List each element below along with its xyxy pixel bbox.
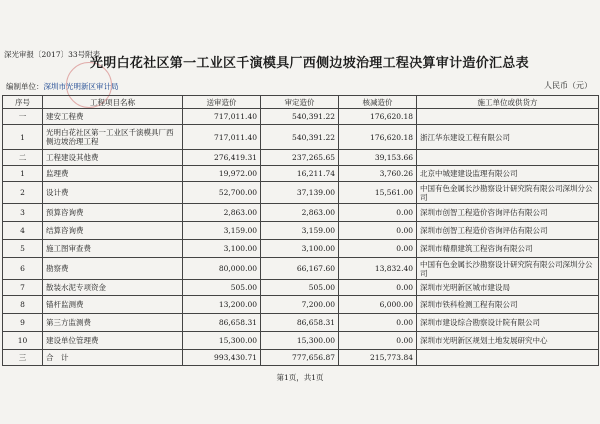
table-row xyxy=(3,222,599,240)
cell-audited: 2,863.00 xyxy=(261,204,339,222)
currency-note: 人民币（元） xyxy=(544,81,592,90)
table-row xyxy=(3,125,599,150)
table-header-row xyxy=(3,96,599,109)
table-row xyxy=(3,258,599,280)
cell-unit: 深圳市铁科检测工程有限公司 xyxy=(417,296,599,314)
cell-submitted: 3,100.00 xyxy=(183,240,261,258)
cell-seq: 9 xyxy=(3,314,43,332)
table-row xyxy=(3,166,599,182)
cell-seq: 三 xyxy=(3,350,43,366)
cell-audited: 3,159.00 xyxy=(261,222,339,240)
cell-submitted: 52,700.00 xyxy=(183,182,261,204)
cell-audited: 540,391.22 xyxy=(261,109,339,125)
document-title: 光明白花社区第一工业区千演模具厂西侧边坡治理工程决算审计造价汇总表 xyxy=(90,56,529,71)
table-row xyxy=(3,150,599,166)
table-row xyxy=(3,314,599,332)
cell-name: 设计费 xyxy=(43,182,183,204)
cell-submitted: 19,972.00 xyxy=(183,166,261,182)
header-seq: 序号 xyxy=(3,96,43,109)
cell-seq: 6 xyxy=(3,258,43,280)
cell-submitted: 717,011.40 xyxy=(183,125,261,150)
table-row xyxy=(3,296,599,314)
cell-submitted: 2,863.00 xyxy=(183,204,261,222)
cell-unit: 中国有色金属长沙勘察设计研究院有限公司深圳分公司 xyxy=(417,182,599,204)
audit-summary-table xyxy=(2,95,599,366)
cell-seq: 4 xyxy=(3,222,43,240)
cell-name: 锚杆监测费 xyxy=(43,296,183,314)
cell-seq: 1 xyxy=(3,166,43,182)
page-footer: 第1页，共1页 xyxy=(276,373,324,382)
cell-submitted: 80,000.00 xyxy=(183,258,261,280)
cell-name: 监理费 xyxy=(43,166,183,182)
cell-reduction: 3,760.26 xyxy=(339,166,417,182)
table-row-total xyxy=(3,350,599,366)
cell-audited: 505.00 xyxy=(261,280,339,296)
cell-audited: 37,139.00 xyxy=(261,182,339,204)
cell-seq: 一 xyxy=(3,109,43,125)
cell-unit: 深圳市创智工程造价咨询评估有限公司 xyxy=(417,204,599,222)
cell-unit: 中国有色金属长沙勘察设计研究院有限公司深圳分公司 xyxy=(417,258,599,280)
cell-audited: 237,265.65 xyxy=(261,150,339,166)
cell-seq: 1 xyxy=(3,125,43,150)
cell-unit: 深圳市建设综合勘察设计院有限公司 xyxy=(417,314,599,332)
cell-submitted: 15,300.00 xyxy=(183,332,261,350)
header-submitted: 送审造价 xyxy=(183,96,261,109)
cell-reduction: 13,832.40 xyxy=(339,258,417,280)
cell-audited: 777,656.87 xyxy=(261,350,339,366)
cell-submitted: 505.00 xyxy=(183,280,261,296)
cell-name: 预算咨询费 xyxy=(43,204,183,222)
cell-seq: 8 xyxy=(3,296,43,314)
cell-submitted: 13,200.00 xyxy=(183,296,261,314)
cell-unit xyxy=(417,109,599,125)
cell-audited: 15,300.00 xyxy=(261,332,339,350)
cell-seq: 二 xyxy=(3,150,43,166)
compiling-unit xyxy=(6,81,119,92)
cell-reduction: 0.00 xyxy=(339,222,417,240)
cell-submitted: 717,011.40 xyxy=(183,109,261,125)
cell-submitted: 993,430.71 xyxy=(183,350,261,366)
cell-submitted: 86,658.31 xyxy=(183,314,261,332)
cell-reduction: 215,773.84 xyxy=(339,350,417,366)
compiling-unit-value: 深圳市光明新区审计局 xyxy=(43,82,119,91)
header-unit: 施工单位或供货方 xyxy=(417,96,599,109)
cell-audited: 7,200.00 xyxy=(261,296,339,314)
header-reduction: 核减造价 xyxy=(339,96,417,109)
cell-unit: 深圳市精鼎建筑工程咨询有限公司 xyxy=(417,240,599,258)
cell-audited: 16,211.74 xyxy=(261,166,339,182)
cell-name: 建设单位管理费 xyxy=(43,332,183,350)
cell-reduction: 0.00 xyxy=(339,204,417,222)
cell-name: 合 计 xyxy=(43,350,183,366)
cell-seq: 3 xyxy=(3,204,43,222)
cell-audited: 540,391.22 xyxy=(261,125,339,150)
table-row xyxy=(3,109,599,125)
cell-reduction: 0.00 xyxy=(339,332,417,350)
cell-reduction: 15,561.00 xyxy=(339,182,417,204)
cell-reduction: 6,000.00 xyxy=(339,296,417,314)
cell-seq: 2 xyxy=(3,182,43,204)
cell-reduction: 0.00 xyxy=(339,314,417,332)
cell-submitted: 3,159.00 xyxy=(183,222,261,240)
reference-number: 深光审报〔2017〕33号附表 xyxy=(4,50,101,59)
cell-seq: 7 xyxy=(3,280,43,296)
cell-unit: 深圳市光明新区规划土地发展研究中心 xyxy=(417,332,599,350)
cell-unit: 深圳市光明新区城市建设局 xyxy=(417,280,599,296)
cell-reduction: 176,620.18 xyxy=(339,109,417,125)
cell-reduction: 176,620.18 xyxy=(339,125,417,150)
cell-reduction: 39,153.66 xyxy=(339,150,417,166)
cell-reduction: 0.00 xyxy=(339,280,417,296)
table-row xyxy=(3,332,599,350)
cell-audited: 66,167.60 xyxy=(261,258,339,280)
cell-unit: 深圳市创智工程造价咨询评估有限公司 xyxy=(417,222,599,240)
header-audited: 审定造价 xyxy=(261,96,339,109)
cell-name: 施工图审查费 xyxy=(43,240,183,258)
cell-name: 结算咨询费 xyxy=(43,222,183,240)
cell-reduction: 0.00 xyxy=(339,240,417,258)
cell-audited: 86,658.31 xyxy=(261,314,339,332)
cell-unit: 北京中城建建设监理有限公司 xyxy=(417,166,599,182)
table-row xyxy=(3,204,599,222)
cell-unit xyxy=(417,150,599,166)
table-row xyxy=(3,240,599,258)
cell-name: 散装水泥专项资金 xyxy=(43,280,183,296)
cell-unit xyxy=(417,350,599,366)
cell-name: 勘察费 xyxy=(43,258,183,280)
header-name: 工程项目名称 xyxy=(43,96,183,109)
compiling-unit-label: 编制单位： xyxy=(6,82,44,91)
cell-name: 光明白花社区第一工业区千演模具厂西侧边坡治理工程 xyxy=(43,125,183,150)
table-row xyxy=(3,182,599,204)
cell-unit: 浙江华东建设工程有限公司 xyxy=(417,125,599,150)
table-row xyxy=(3,280,599,296)
cell-seq: 5 xyxy=(3,240,43,258)
cell-name: 工程建设其他费 xyxy=(43,150,183,166)
cell-name: 第三方监测费 xyxy=(43,314,183,332)
cell-submitted: 276,419.31 xyxy=(183,150,261,166)
cell-audited: 3,100.00 xyxy=(261,240,339,258)
cell-seq: 10 xyxy=(3,332,43,350)
cell-name: 建安工程费 xyxy=(43,109,183,125)
